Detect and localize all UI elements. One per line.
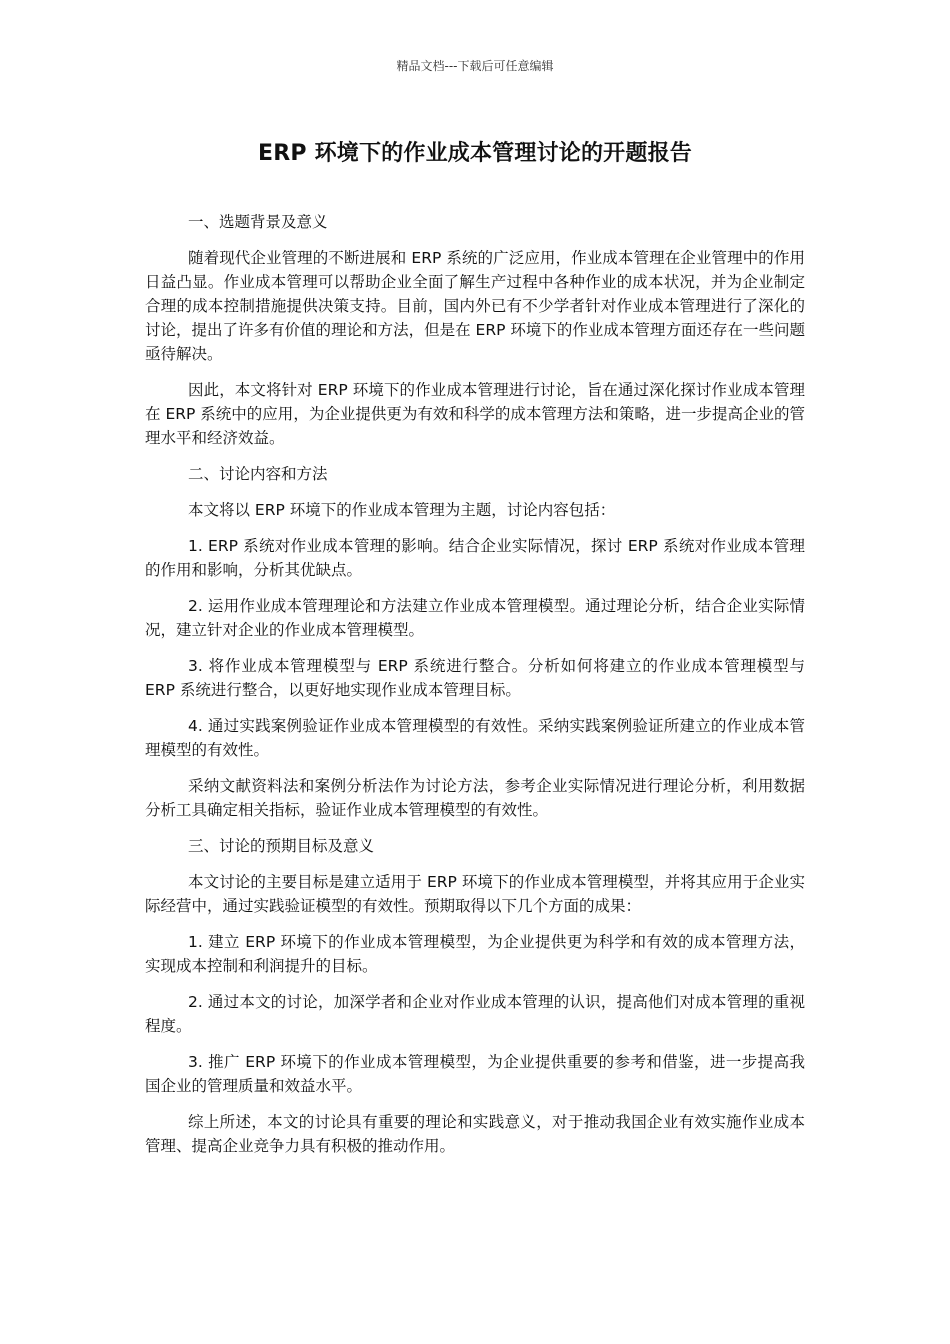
paragraph: 因此，本文将针对 ERP 环境下的作业成本管理进行讨论，旨在通过深化探讨作业成本管理在 ERP 系统中的应用，为企业提供更为有效和科学的成本管理方法和策略，进一步提高企业的管理水平和经济效益。 (145, 381, 805, 447)
list-item: 2. 通过本文的讨论，加深学者和企业对作业成本管理的认识，提高他们对成本管理的重视程度。 (145, 993, 805, 1035)
document-body (145, 210, 805, 1170)
paragraph: 本文讨论的主要目标是建立适用于 ERP 环境下的作业成本管理模型，并将其应用于企业实际经营中，通过实践验证模型的有效性。预期取得以下几个方面的成果： (145, 873, 805, 915)
list-item: 1. ERP 系统对作业成本管理的影响。结合企业实际情况，探讨 ERP 系统对作业成本管理的作用和影响，分析其优缺点。 (145, 537, 805, 579)
paragraph: 随着现代企业管理的不断进展和 ERP 系统的广泛应用，作业成本管理在企业管理中的作用日益凸显。作业成本管理可以帮助企业全面了解生产过程中各种作业的成本状况，并为企业制定合理的成本控制措施提供决策支持。目前，国内外已有不少学者针对作业成本管理进行了深化的讨论，提出了许多有价值的理论和方法，但是在 ERP 环境下的作业成本管理方面还存在一些问题亟待解决。 (145, 249, 805, 363)
list-item: 3. 将作业成本管理模型与 ERP 系统进行整合。分析如何将建立的作业成本管理模型与 ERP 系统进行整合，以更好地实现作业成本管理目标。 (145, 657, 805, 699)
section-heading-content-methods: 二、讨论内容和方法 (188, 465, 328, 483)
paragraph: 采纳文献资料法和案例分析法作为讨论方法，参考企业实际情况进行理论分析，利用数据分析工具确定相关指标，验证作业成本管理模型的有效性。 (145, 777, 805, 819)
paragraph: 综上所述，本文的讨论具有重要的理论和实践意义，对于推动我国企业有效实施作业成本管理、提高企业竞争力具有积极的推动作用。 (145, 1113, 805, 1155)
section-heading-background: 一、选题背景及意义 (188, 213, 328, 231)
paragraph: 本文将以 ERP 环境下的作业成本管理为主题，讨论内容包括： (188, 501, 616, 519)
list-item: 2. 运用作业成本管理理论和方法建立作业成本管理模型。通过理论分析，结合企业实际情况，建立针对企业的作业成本管理模型。 (145, 597, 805, 639)
list-item: 1. 建立 ERP 环境下的作业成本管理模型，为企业提供更为科学和有效的成本管理方法，实现成本控制和利润提升的目标。 (145, 933, 805, 975)
section-heading-goals: 三、讨论的预期目标及意义 (188, 837, 375, 855)
page-header: 精品文档---下载后可任意编辑 (396, 59, 554, 73)
document-title: ERP 环境下的作业成本管理讨论的开题报告 (258, 141, 692, 166)
list-item: 4. 通过实践案例验证作业成本管理模型的有效性。采纳实践案例验证所建立的作业成本管理模型的有效性。 (145, 717, 805, 759)
list-item: 3. 推广 ERP 环境下的作业成本管理模型，为企业提供重要的参考和借鉴，进一步提高我国企业的管理质量和效益水平。 (145, 1053, 805, 1095)
